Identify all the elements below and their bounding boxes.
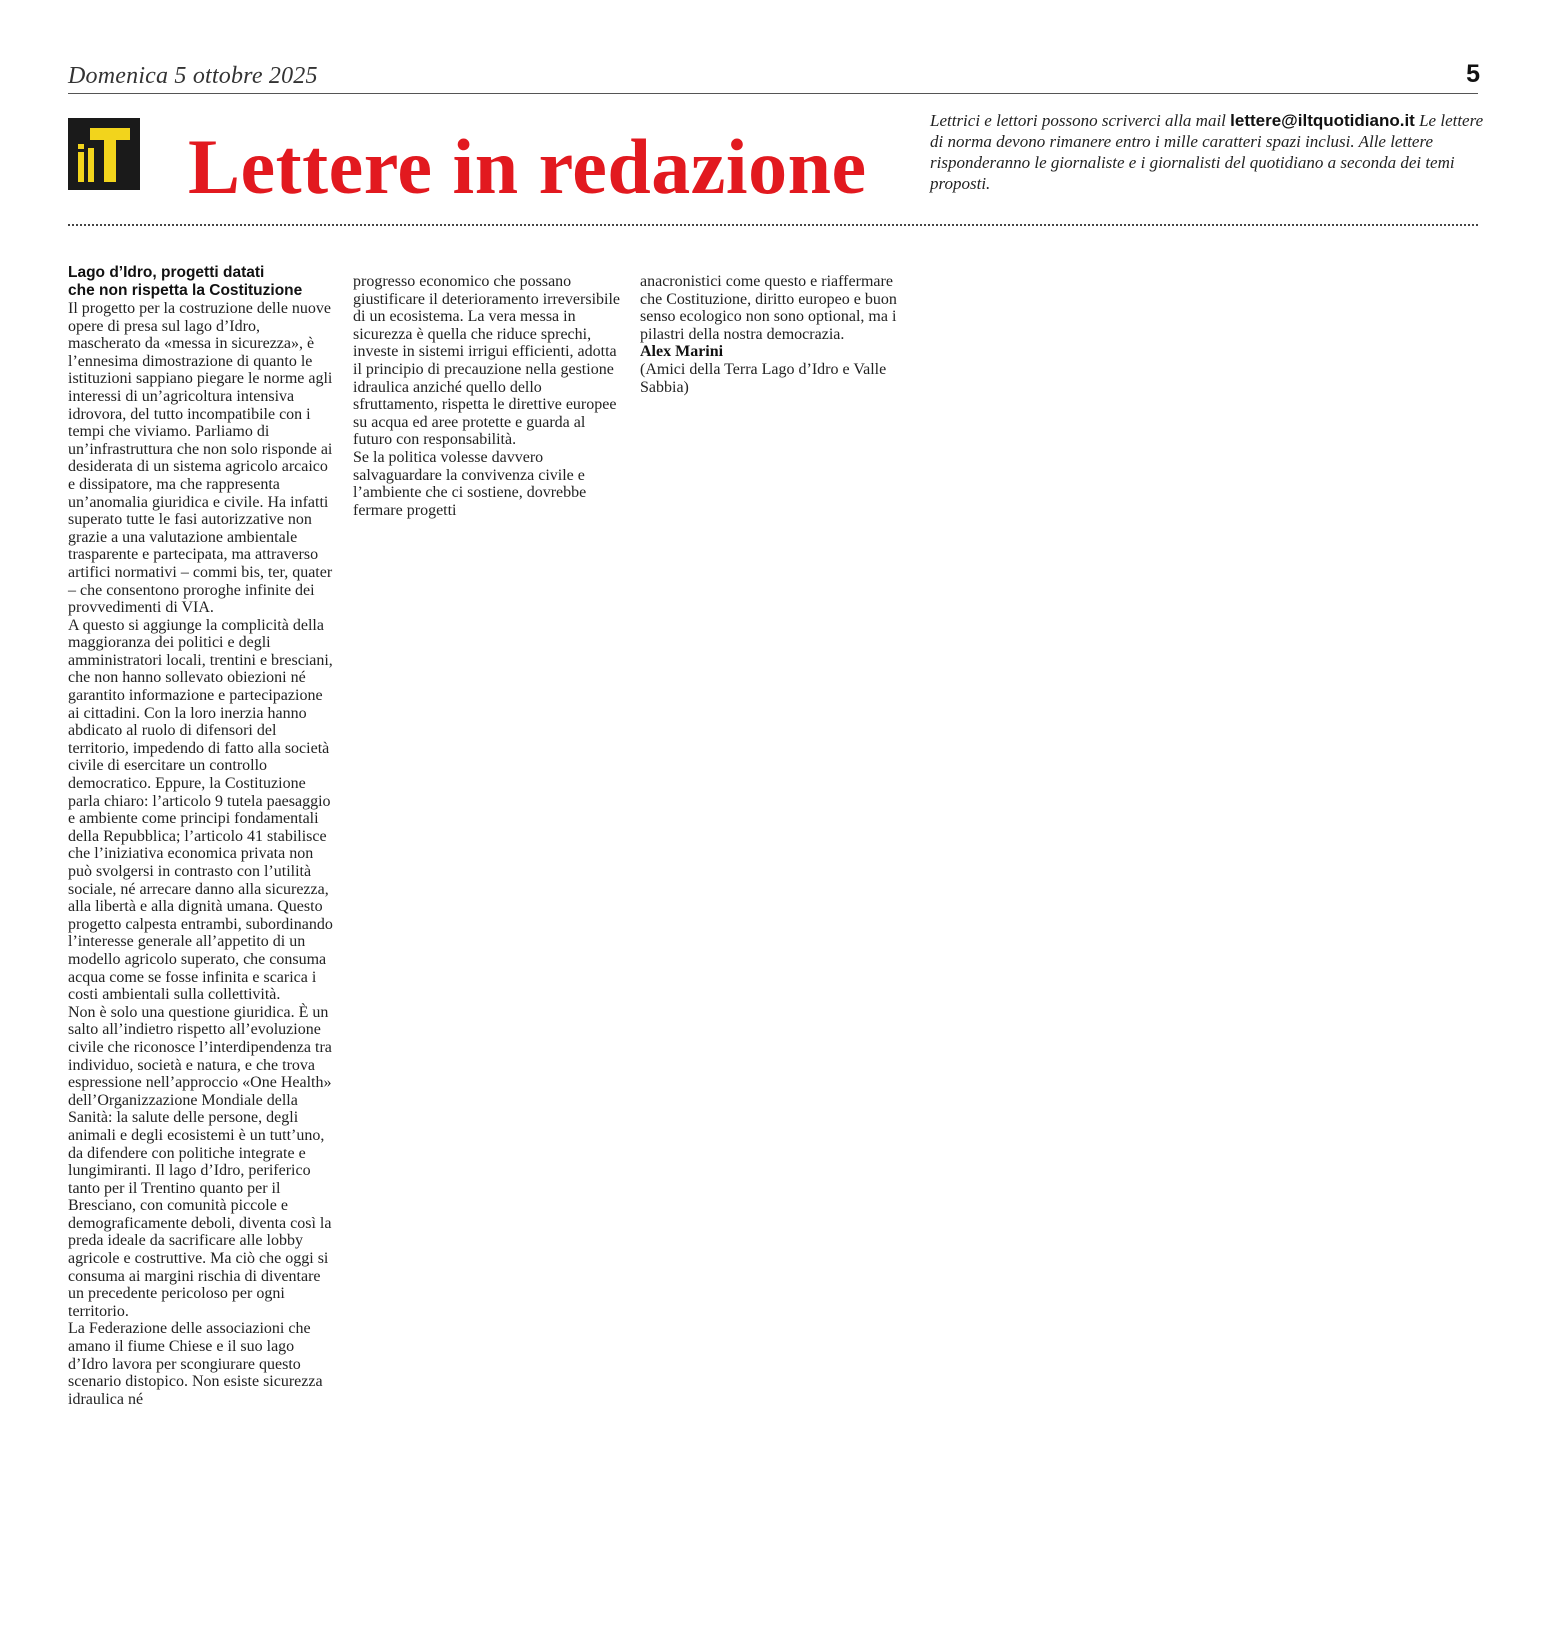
signature-affiliation: (Amici della Terra Lago d’Idro e Valle Sabbia) — [640, 360, 887, 396]
issue-date: Domenica 5 ottobre 2025 — [68, 63, 318, 89]
intro-text: Lettrici e lettori possono scriverci alla mail — [930, 111, 1226, 130]
paragraph: La Federazione delle associazioni che amano il fiume Chiese e il suo lago d’Idro lavora per scongiurare questo scenario distopico. Non esiste sicurezza idraulica né — [68, 1320, 323, 1408]
paragraph: Il progetto per la costruzione delle nuove opere di presa sul lago d’Idro, mascherato da «messa in sicurezza», è l’ennesima dimostrazione di quanto le istituzioni sappiano piegare le norme agli interessi di un’agricoltura intensiva idrovora, del tutto incompatibile con i tempi che viviamo. Parliamo di un’infrastruttura che non solo risponde ai desiderata di un sistema agricolo arcaico e dissipatore, ma che rappresenta un’anomalia giuridica e civile. Ha infatti superato tutte le fasi autorizzative non grazie a una valutazione ambientale trasparente e partecipata, ma attraverso artifici normativi – commi bis, ter, quater – che consentono proroghe infinite dei provvedimenti di VIA. — [68, 300, 333, 617]
paragraph: anacronistici come questo e riaffermare che Costituzione, diritto europeo e buon senso ecologico non sono optional, ma i pilastri della nostra democrazia. — [640, 273, 897, 343]
section-intro — [930, 110, 1490, 194]
signature-name: Alex Marini — [640, 343, 724, 361]
headline-line-1: Lago d’Idro, progetti datati — [68, 264, 265, 281]
paragraph: A questo si aggiunge la complicità della maggioranza dei politici e degli amministratori locali, trentini e bresciani, che non hanno sollevato obiezioni né garantito informazione e partecipazione ai cittadini. Con la loro inerzia hanno abdicato al ruolo di difensori del territorio, impedendo di fatto alla società civile di esercitare un controllo democratico. Eppure, la Costituzione parla chiaro: l’articolo 9 tutela paesaggio e ambiente come principi fondamentali della Repubblica; l’articolo 41 stabilisce che l’iniziativa economica privata non può svolgersi in contrasto con l’utilità sociale, né arrecare danno alla sicurezza, alla libertà e alla dignità umana. Questo progetto calpesta entrambi, subordinando l’interesse generale all’appetito di un modello agricolo superato, che consuma acqua come se fosse infinita e scarica i costi ambientali sulla collettività. — [68, 616, 333, 1004]
newspaper-logo — [68, 118, 140, 190]
letter-headline — [68, 264, 336, 300]
paragraph: Non è solo una questione giuridica. È un salto all’indietro rispetto all’evoluzione civile che riconosce l’interdipendenza tra individuo, società e natura, e che trova espressione nell’approccio «One Health» dell’Organizzazione Mondiale della Sanità: la salute delle persone, degli animali e degli ecosistemi è un tutt’uno, da difendere con politiche integrate e lungimiranti. Il lago d’Idro, periferico tanto per il Trentino quanto per il Bresciano, con comunità piccole e demograficamente deboli, diventa così la preda ideale da sacrificare alle lobby agricole e costruttive. Ma ciò che oggi si consuma ai margini rischia di diventare un precedente pericoloso per ogni territorio. — [68, 1003, 332, 1320]
paragraph: progresso economico che possano giustificare il deterioramento irreversibile di un ecosistema. La vera messa in sicurezza è quella che riduce sprechi, investe in sistemi irrigui efficienti, adotta il principio di precauzione nella gestione idraulica anziché quello dello sfruttamento, rispetta le direttive europee su acqua ed aree protette e guarda al futuro con responsabilità. — [353, 273, 620, 449]
page-number: 5 — [1466, 60, 1480, 88]
paragraph: Se la politica volesse davvero salvaguardare la convivenza civile e l’ambiente che ci sostiene, dovrebbe fermare progetti — [353, 448, 587, 519]
letter-column-2 — [353, 273, 621, 519]
intro-rest: Le lettere di norma devono rimanere entro i mille caratteri spazi inclusi. Alle lettere risponderanno le giornaliste e i giornalisti del quotidiano a seconda dei temi proposti. — [930, 111, 1484, 193]
letter-column-1 — [68, 264, 336, 1408]
top-divider — [68, 93, 1478, 94]
letter-column-3 — [640, 273, 908, 396]
section-title: Lettere in redazione — [188, 123, 867, 210]
headline-line-2: che non rispetta la Costituzione — [68, 282, 303, 299]
contact-email: lettere@iltquotidiano.it — [1230, 111, 1415, 130]
section-divider — [68, 224, 1478, 226]
